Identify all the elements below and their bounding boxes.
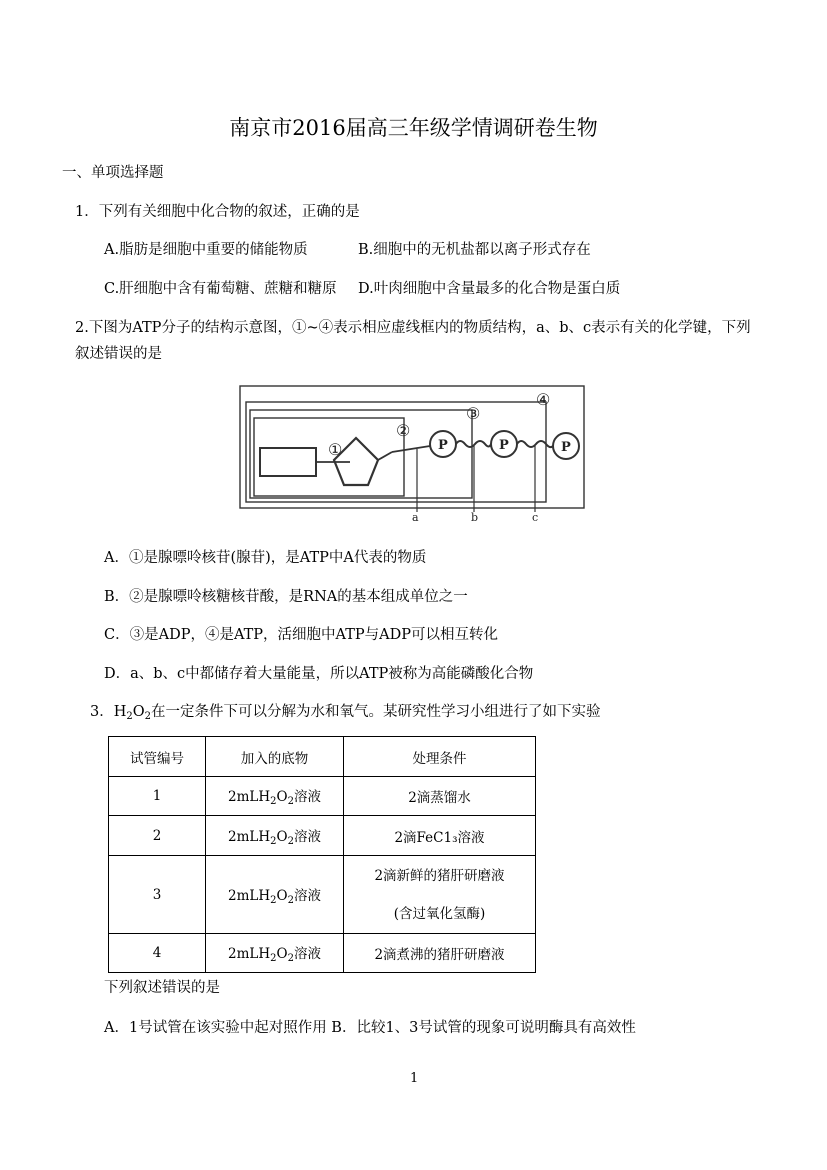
label-1: ① [328, 440, 343, 459]
q1-option-a: A.脂肪是细胞中重要的储能物质 [104, 242, 308, 258]
condition-cell: 2滴FeC1₃溶液 [344, 816, 536, 856]
table-row [109, 816, 536, 856]
phosphate-label-2: P [499, 438, 509, 453]
q1-option-c: C.肝细胞中含有葡萄糖、蔗糖和糖原 [104, 281, 337, 297]
q1-option-b: B.细胞中的无机盐都以离子形式存在 [358, 242, 591, 258]
bond-label-b: b [471, 511, 479, 524]
q2-option-b: B．②是腺嘌呤核糖核苷酸，是RNA的基本组成单位之一 [104, 589, 468, 605]
label-3: ③ [466, 404, 481, 423]
condition-cell: 2滴蒸馏水 [344, 777, 536, 816]
header-tube-number: 试管编号 [109, 737, 206, 777]
table-row [109, 934, 536, 973]
phosphate-label-1: P [438, 438, 448, 453]
experiment-table [108, 736, 536, 973]
header-substrate: 加入的底物 [206, 737, 344, 777]
table-header-row [109, 737, 536, 777]
bond-label-c: c [532, 511, 539, 524]
table-row [109, 777, 536, 816]
q1-stem: 1．下列有关细胞中化合物的叙述，正确的是 [75, 204, 360, 220]
tube-number: 1 [109, 777, 206, 816]
label-4: ④ [536, 390, 551, 409]
tube-number: 2 [109, 816, 206, 856]
tube-number: 4 [109, 934, 206, 973]
q2-option-d: D．a、b、c中都储存着大量能量，所以ATP被称为高能磷酸化合物 [104, 666, 534, 682]
q2-stem-line1: 2.下图为ATP分子的结构示意图，①~④表示相应虚线框内的物质结构，a、b、c表示有关的化学键，下列 [75, 320, 751, 336]
substrate-cell: $2mLH_2O_2$溶液 [206, 934, 344, 973]
table-row [109, 856, 536, 934]
page-title: 南京市2016届高三年级学情调研卷生物 [229, 116, 598, 140]
q2-option-a: A．①是腺嘌呤核苷(腺苷)，是ATP中A代表的物质 [104, 550, 427, 566]
q3-options-ab: A．1号试管在该实验中起对照作用 B．比较1、3号试管的现象可说明酶具有高效性 [104, 1020, 636, 1036]
phosphate-label-3: P [561, 440, 571, 455]
q3-followup: 下列叙述错误的是 [104, 980, 220, 996]
label-2: ② [396, 421, 411, 440]
condition-cell: 2滴新鲜的猪肝研磨液 (含过氧化氢酶) [344, 856, 536, 934]
condition-cell: 2滴煮沸的猪肝研磨液 [344, 934, 536, 973]
substrate-cell: $2mLH_2O_2$溶液 [206, 816, 344, 856]
header-condition: 处理条件 [344, 737, 536, 777]
adenine-rectangle [260, 448, 316, 476]
substrate-cell: $2mLH_2O_2$溶液 [206, 777, 344, 816]
q1-option-d: D.叶肉细胞中含量最多的化合物是蛋白质 [358, 281, 621, 297]
page-number: 1 [410, 1071, 419, 1086]
atp-structure-diagram [232, 380, 592, 525]
section-heading: 一、单项选择题 [62, 165, 164, 181]
q2-option-c: C．③是ADP，④是ATP，活细胞中ATP与ADP可以相互转化 [104, 627, 499, 643]
tube-number: 3 [109, 856, 206, 934]
bond-label-a: a [412, 511, 419, 524]
q2-stem-line2: 叙述错误的是 [75, 346, 162, 362]
q3-stem: 3．$H_2O_2$在一定条件下可以分解为水和氧气。某研究性学习小组进行了如下实验 [90, 704, 601, 722]
substrate-cell: $2mLH_2O_2$溶液 [206, 856, 344, 934]
